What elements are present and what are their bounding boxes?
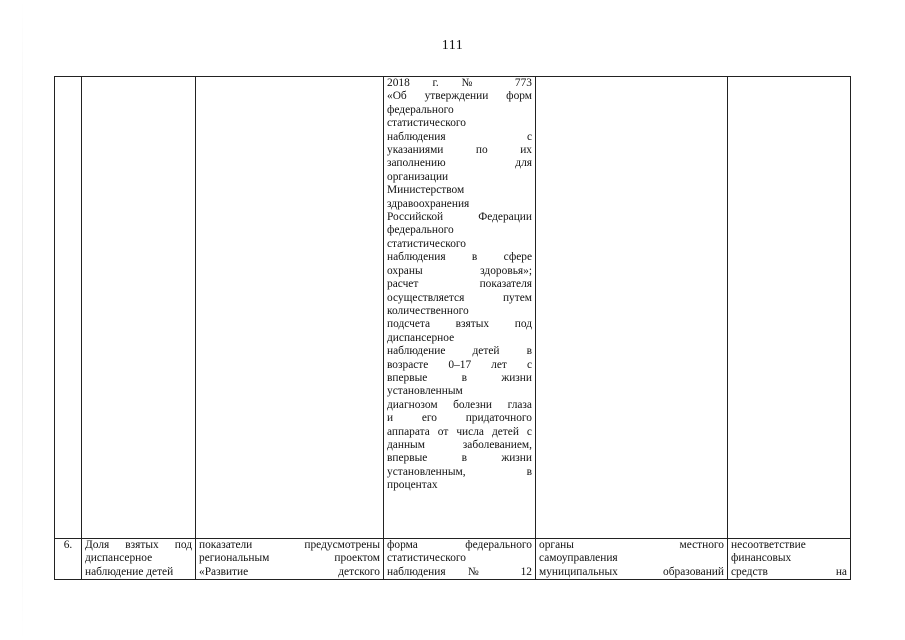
cell-responsible-empty xyxy=(536,77,728,539)
responsible-text xyxy=(539,539,724,579)
text-line: несоответствие xyxy=(731,539,806,551)
text-line: установленным xyxy=(387,385,463,398)
text-line: статистического xyxy=(387,552,466,565)
cell-risks xyxy=(728,539,851,580)
text-line: возрасте 0–17 лет с xyxy=(387,358,532,371)
cell-risks-empty xyxy=(728,77,851,539)
method-text xyxy=(387,77,532,493)
text-line: наблюдения в сфере xyxy=(387,251,532,264)
cell-indicator-empty xyxy=(82,77,196,539)
text-line: «Об утверждении форм xyxy=(387,90,532,103)
cell-number-empty xyxy=(55,77,82,539)
text-line: заполнению для xyxy=(387,157,532,170)
text-line: Российской Федерации xyxy=(387,211,532,224)
text-line: Доля взятых под xyxy=(85,539,192,551)
method-text-row6 xyxy=(387,539,532,579)
text-line: самоуправления xyxy=(539,552,618,565)
text-line: наблюдения № 12 xyxy=(387,565,532,578)
text-line: количественного xyxy=(387,304,469,317)
text-line: показатели предусмотрены xyxy=(199,539,380,551)
text-line: Министерством xyxy=(387,184,465,197)
text-line: и его придаточного xyxy=(387,412,532,425)
text-line: диспансерное xyxy=(85,552,153,565)
text-line: подсчета взятых под xyxy=(387,318,532,331)
text-line: диспансерное xyxy=(387,331,455,344)
text-line: органы местного xyxy=(539,539,724,551)
text-line: наблюдения с xyxy=(387,130,532,143)
text-line: процентах xyxy=(387,479,438,492)
cell-indicator-source xyxy=(196,539,384,580)
row-number: 6. xyxy=(55,539,82,580)
text-line: осуществляется путем xyxy=(387,291,532,304)
text-line: статистического xyxy=(387,117,466,130)
text-line: диагнозом болезни глаза xyxy=(387,398,532,411)
text-line: данным заболеванием, xyxy=(387,438,532,451)
text-line: здравоохранения xyxy=(387,197,470,210)
text-line: расчет показателя xyxy=(387,278,532,291)
text-line: финансовых xyxy=(731,552,792,565)
text-line: аппарата от числа детей с xyxy=(387,425,532,438)
cell-method xyxy=(384,539,536,580)
text-line: региональным проектом xyxy=(199,552,380,565)
text-line: федерального xyxy=(387,103,454,116)
text-line: впервые в жизни xyxy=(387,452,532,465)
text-line: организации xyxy=(387,170,449,183)
text-line: 2018 г. № 773 xyxy=(387,77,532,89)
text-line: наблюдение детей в xyxy=(387,345,532,358)
table-row-continuation xyxy=(55,77,851,539)
text-line: «Развитие детского xyxy=(199,565,380,578)
text-line: средств на xyxy=(731,565,847,578)
cell-responsible xyxy=(536,539,728,580)
text-line: муниципальных образований xyxy=(539,565,724,578)
text-line: федерального xyxy=(387,224,454,237)
cell-source-empty xyxy=(196,77,384,539)
risks-text xyxy=(731,539,847,579)
scan-fold-shadow xyxy=(22,0,23,640)
source-text xyxy=(199,539,380,579)
text-line: установленным, в xyxy=(387,465,532,478)
page-number: 111 xyxy=(441,38,464,53)
cell-indicator-name xyxy=(82,539,196,580)
text-line: наблюдение детей xyxy=(85,565,174,578)
text-line: впервые в жизни xyxy=(387,371,532,384)
indicator-table xyxy=(54,76,851,580)
text-line: статистического xyxy=(387,237,466,250)
cell-method-continuation xyxy=(384,77,536,539)
text-line: охраны здоровья»; xyxy=(387,264,532,277)
text-line: форма федерального xyxy=(387,539,532,551)
indicator-text xyxy=(85,539,192,579)
text-line: указаниями по их xyxy=(387,144,532,157)
table-row-6 xyxy=(55,539,851,580)
